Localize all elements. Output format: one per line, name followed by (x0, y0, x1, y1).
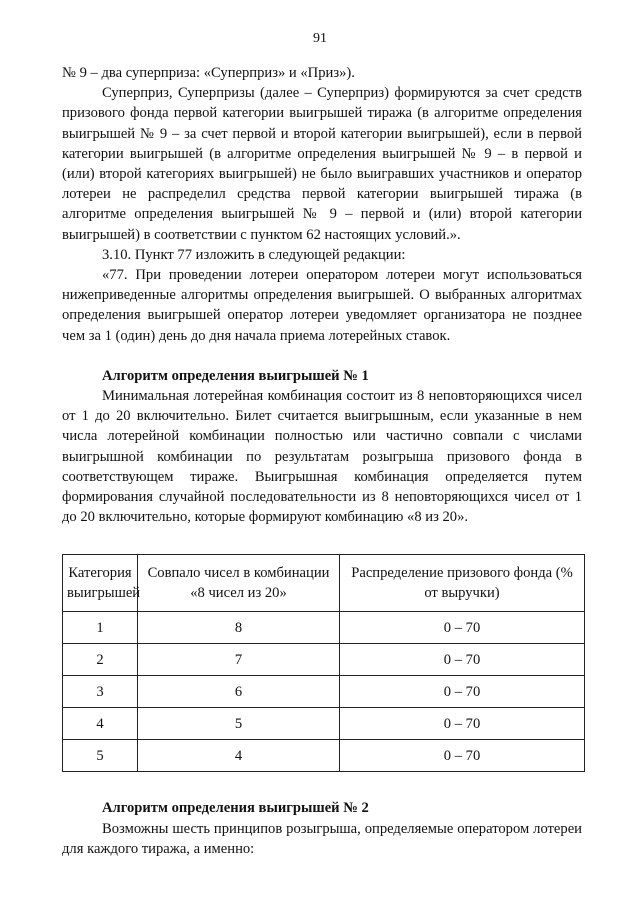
column-header-prize-fund: Распределение призового фонда (% от выручки) (340, 555, 585, 612)
table-cell: 0 – 70 (340, 676, 585, 708)
table-cell: 5 (138, 708, 340, 740)
paragraph: «77. При проведении лотереи оператором лотереи могут использоваться нижеприведенные алгоритмы определения выигрышей. О выбранных алгоритмах определения выигрышей оператор лотереи уведомляет организатора не позднее чем за 1 (один) день до дня начала приема лотерейных ставок. (62, 267, 582, 344)
table-cell: 0 – 70 (340, 612, 585, 644)
algorithm-2-text: Возможны шесть принципов розыгрыша, определяемые оператором лотереи для каждого тиража, а именно: (62, 820, 582, 857)
table-cell: 8 (138, 612, 340, 644)
document-body (62, 63, 582, 859)
table-row (63, 708, 585, 740)
column-header-category: Категория выигрышей (63, 555, 138, 612)
table-cell: 3 (63, 676, 138, 708)
table-row (63, 676, 585, 708)
table-cell: 0 – 70 (340, 644, 585, 676)
table-cell: 4 (63, 708, 138, 740)
table-cell: 5 (63, 740, 138, 772)
algorithm-1-text: Минимальная лотерейная комбинация состоит из 8 неповторяющихся чисел от 1 до 20 включительно. Билет считается выигрышным, если указанные в нем числа лотерейной комбинации полностью или частично совпали с числами выигрышной комбинации по результатам розыгрыша призового фонда в соответствующем тираже. Выигрышная комбинация определяется путем формирования случайной последовательности из 8 неповторяющихся чисел от 1 до 20 включительно, которые формируют комбинацию «8 из 20». (62, 388, 582, 526)
algorithm-2-heading: Алгоритм определения выигрышей № 2 (102, 800, 369, 817)
paragraph: Суперприз, Суперпризы (далее – Суперприз) формируются за счет средств призового фонда первой категории выигрышей тиража (в алгоритме определения выигрышей № 9 – за счет первой и второй категории выигрышей), если в первой категории выигрышей (в алгоритме определения выигрышей № 9 – в первой и (или) второй категориях выигрышей) не было выигравших участников и оператор лотереи не распределил средства первой категории выигрышей тиража (в алгоритме определения выигрышей № 9 – первой и (или) второй категории выигрышей) в соответствии с пунктом 62 настоящих условий.». (62, 85, 582, 243)
page-number: 91 (313, 31, 327, 46)
column-header-matched-numbers: Совпало чисел в комбинации «8 чисел из 20» (138, 555, 340, 612)
algorithm-1-heading: Алгоритм определения выигрышей № 1 (102, 367, 369, 384)
paragraph: № 9 – два суперприза: «Суперприз» и «Приз»). (62, 65, 355, 81)
table-header-row (63, 555, 585, 612)
prize-distribution-table (62, 554, 585, 772)
table-cell: 4 (138, 740, 340, 772)
table-cell: 7 (138, 644, 340, 676)
paragraph: 3.10. Пункт 77 изложить в следующей редакции: (102, 246, 406, 263)
table-row (63, 740, 585, 772)
table-cell: 6 (138, 676, 340, 708)
table-row (63, 612, 585, 644)
table-cell: 0 – 70 (340, 708, 585, 740)
table-row (63, 644, 585, 676)
table-cell: 0 – 70 (340, 740, 585, 772)
table-cell: 1 (63, 612, 138, 644)
table-cell: 2 (63, 644, 138, 676)
